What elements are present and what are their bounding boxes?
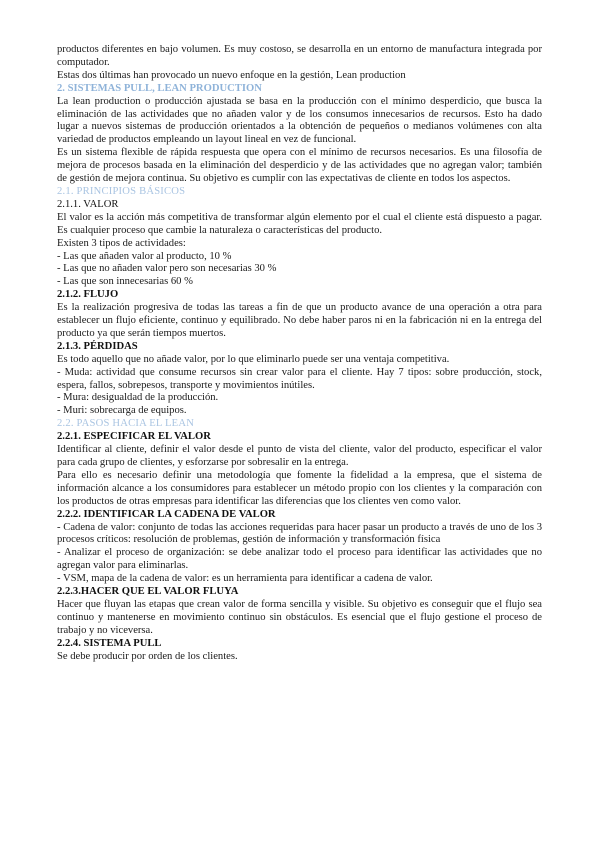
heading-2-2-1: 2.2.1. ESPECIFICAR EL VALOR	[57, 431, 211, 443]
heading-2-2: 2.2. PASOS HACIA EL LEAN	[57, 418, 195, 430]
paragraph-especificar: Identificar al cliente, definir el valor desde el punto de vista del cliente, valor del producto, especificar el valor para cada grupo de clientes, y esforzarse por sobresalir en la entrega.	[57, 444, 542, 468]
heading-2-1-1: 2.1.1. VALOR	[57, 198, 119, 210]
list-item-3: - Las que son innecesarias 60 %	[57, 276, 193, 288]
paragraph-metodologia: Para ello es necesario definir una metodología que fomente la fidelidad a la empresa, que el sistema de información alcance a los consumidores para establecer un método propio con los clientes y la comparación con los productos de otras empresas para identificar las diferencias que los clientes ven como valor.	[57, 469, 542, 507]
paragraph-flujo: Es la realización progresiva de todas las tareas a fin de que un producto avance de una operación a otra para establecer un flujo eficiente, continuo y equilibrado. No debe haber paros ni en la fabricación ni en la entrega del producto ya que serán tiempos muertos.	[57, 302, 542, 339]
list-item-muri: - Muri: sobrecarga de equipos.	[57, 405, 187, 417]
list-item-mura: - Mura: desigualdad de la producción.	[57, 392, 219, 404]
heading-2-1-3: 2.1.3. PÉRDIDAS	[57, 340, 138, 352]
list-item-1: - Las que añaden valor al producto, 10 %	[57, 250, 232, 262]
paragraph-continuation: productos diferentes en bajo volumen. Es muy costoso, se desarrolla en un entorno de manufactura integrada por computador.	[57, 44, 542, 68]
paragraph-lean-flexible: Es un sistema flexible de rápida respuesta que opera con el mínimo de recursos necesarios. Es una filosofía de mejora de procesos basada en la eliminación del desperdicio y de las actividades que no agregan valor; también de gestión de mejora continua. Su objetivo es cumplir con las expectativas de cliente en todos los aspectos.	[57, 147, 542, 185]
paragraph-perdidas: Es todo aquello que no añade valor, por lo que eliminarlo puede ser una ventaja competitiva.	[57, 353, 450, 365]
heading-2-2-3: 2.2.3.HACER QUE EL VALOR FLUYA	[57, 586, 239, 598]
heading-section-2: 2. SISTEMAS PULL, LEAN PRODUCTION	[57, 82, 262, 94]
heading-2-1: 2.1. PRINCIPIOS BÁSICOS	[57, 185, 186, 197]
paragraph-lean-intro: La lean production o producción ajustada se basa en la producción con el mínimo desperdicio, que busca la eliminación de las actividades que no añaden valor y de los consumos innecesarios de recursos. Esto ha dado lugar a nuevos sistemas de producción orientados a la obtención de pequeños o medianos volúmenes con alta variedad de productos empleando un layout lineal en vez de funcional.	[57, 95, 542, 146]
paragraph-tipos: Existen 3 tipos de actividades:	[57, 237, 186, 249]
document-page	[57, 44, 542, 664]
heading-2-1-2: 2.1.2. FLUJO	[57, 289, 119, 301]
paragraph-valor: El valor es la acción más competitiva de transformar algún elemento por el cual el cliente está dispuesto a pagar. Es cualquier proceso que cambie la naturaleza o características del producto.	[57, 211, 542, 236]
paragraph-last-two: Estas dos últimas han provocado un nuevo enfoque en la gestión, Lean production	[57, 69, 406, 81]
list-item-muda: - Muda: actividad que consume recursos sin crear valor para el cliente. Hay 7 tipos: sobre producción, stock, espera, fallos, sobrepesos, transporte y movimientos inútiles.	[57, 366, 542, 391]
paragraph-fluya: Hacer que fluyan las etapas que crean valor de forma sencilla y visible. Su objetivo es conseguir que el flujo sea continuo y mantenerse en movimiento continuo sin obstáculos. Es esencial que el flujo gestione el proceso de trabajo y no viceversa.	[57, 598, 542, 636]
list-item-cadena: - Cadena de valor: conjunto de todas las acciones requeridas para hacer pasar un producto a través de uno de los 3 procesos críticos: resolución de problemas, gestión de información y transformación física	[57, 521, 542, 546]
list-item-2: - Las que no añaden valor pero son necesarias 30 %	[57, 263, 277, 275]
list-item-analizar: - Analizar el proceso de organización: se debe analizar todo el proceso para identificar las actividades que no agregan valor para eliminarlas.	[57, 547, 542, 572]
paragraph-pull: Se debe producir por orden de los clientes.	[57, 650, 238, 662]
heading-2-2-4: 2.2.4. SISTEMA PULL	[57, 637, 162, 649]
heading-2-2-2: 2.2.2. IDENTIFICAR LA CADENA DE VALOR	[57, 508, 276, 520]
list-item-vsm: - VSM, mapa de la cadena de valor: es un herramienta para identificar a cadena de valor.	[57, 573, 433, 585]
